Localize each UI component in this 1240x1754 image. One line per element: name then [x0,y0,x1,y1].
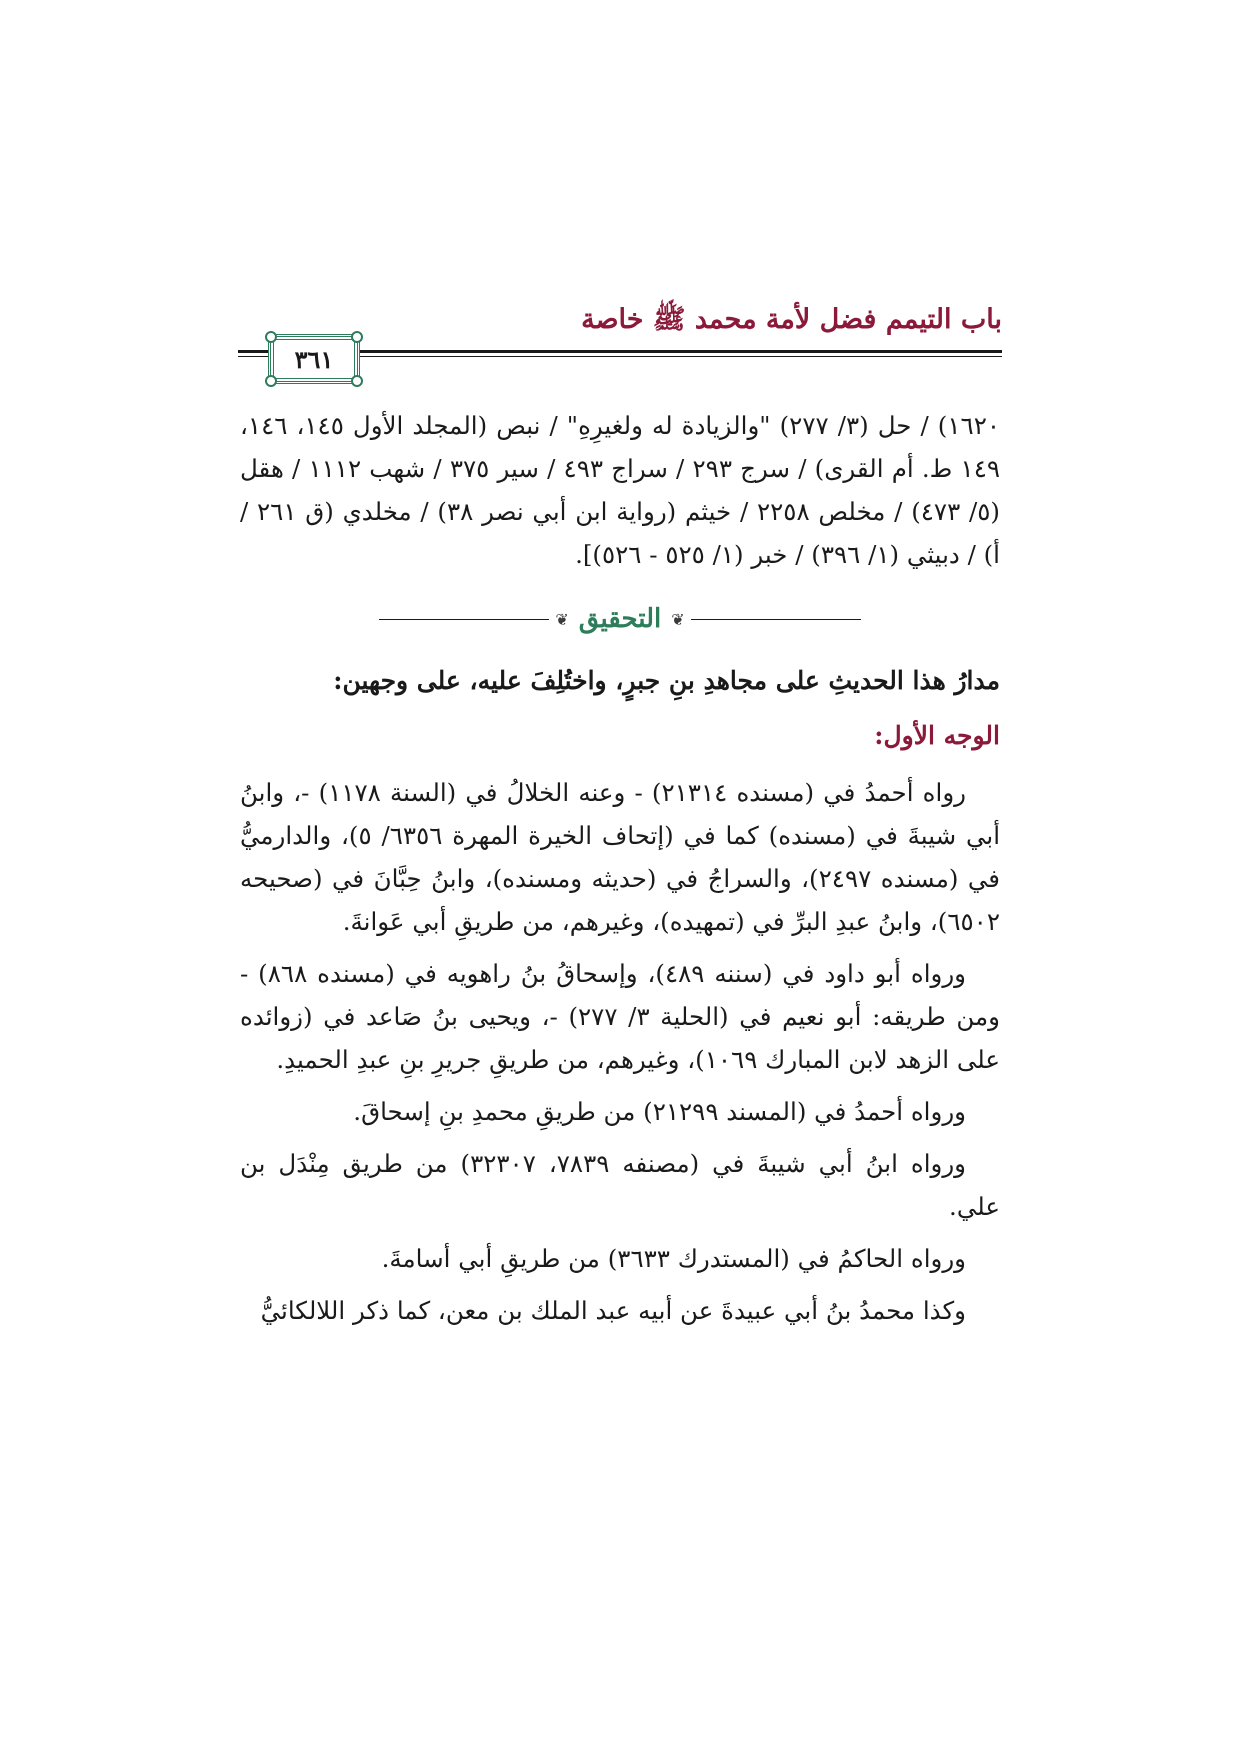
ornament-icon: ❦ [555,610,569,629]
page-body [240,404,1000,1341]
body-paragraph: ورواه أحمدُ في (المسند ٢١٢٩٩) من طريقِ محمدِ بنِ إسحاقَ. [353,1097,966,1126]
section-title: التحقيق [578,604,662,634]
body-paragraph: رواه أحمدُ في (مسنده ٢١٣١٤) - وعنه الخلالُ في (السنة ١١٧٨) -، وابنُ أبي شيبةَ في (مسنده) كما في (إتحاف الخيرة المهرة ٦٣٥٦/ ٥)، والدارميُّ في (مسنده ٢٤٩٧)، والسراجُ في (حديثه ومسنده)، وابنُ حِبَّانَ في (صحيحه ٦٥٠٢)، وابنُ عبدِ البرِّ في (تمهيده)، وغيرهم، من طريقِ أبي عَوانةَ. [240,778,1001,936]
ornament-corner-icon [351,375,363,387]
body-paragraph: ورواه أبو داود في (سننه ٤٨٩)، وإسحاقُ بنُ راهويه في (مسنده ٨٦٨) - ومن طريقه: أبو نعيم في (الحلية ٣/ ٢٧٧) -، ويحيى بنُ صَاعد في (زوائده على الزهد لابن المبارك ١٠٦٩)، وغيرهم، من طريقِ جريرِ بنِ عبدِ الحميدِ. [240,959,1000,1074]
divider-rule [691,619,861,620]
sources-paragraph: ١٦٢٠) / حل (٣/ ٢٧٧) "والزيادة له ولغيرِهِ" / نبص (المجلد الأول ١٤٥، ١٤٦، ١٤٩ ط. أم القرى) / سرج ٢٩٣ / سراج ٤٩٣ / سير ٣٧٥ / شهب ١١١٢ / هقل (٥/ ٤٧٣) / مخلص ٢٢٥٨ / خيثم (رواية ابن أبي نصر ٣٨) / مخلدي (ق ٢٦١ / أ) / دبيثي (١/ ٣٩٦) / خبر (١/ ٥٢٥ - ٥٢٦)]. [240,411,1001,569]
body-paragraph: ورواه الحاكمُ في (المستدرك ٣٦٣٣) من طريقِ أبي أسامةَ. [381,1244,966,1273]
section-heading: مدارُ هذا الحديثِ على مجاهدِ بنِ جبرٍ، واختُلِفَ عليه، على وجهين: [333,666,1000,695]
page-number: ٣٦١ [294,344,334,374]
body-paragraph: ورواه ابنُ أبي شيبةَ في (مصنفه ٧٨٣٩، ٣٢٣٠٧) من طريق مِنْدَل بن علي. [240,1149,1000,1221]
page-number-badge [268,334,360,384]
ornament-corner-icon [265,375,277,387]
subsection-heading: الوجه الأول: [874,721,1000,750]
chapter-title: باب التيمم فضل لأمة محمد ﷺ خاصة [581,304,1002,335]
body-paragraph: وكذا محمدُ بنُ أبي عبيدةَ عن أبيه عبد الملك بن معن، كما ذكر اللالكائيُّ [260,1296,966,1325]
ornament-icon: ❦ [671,610,685,629]
divider-rule [379,619,549,620]
ornament-corner-icon [351,331,363,343]
ornament-corner-icon [265,331,277,343]
section-divider [240,598,1000,641]
